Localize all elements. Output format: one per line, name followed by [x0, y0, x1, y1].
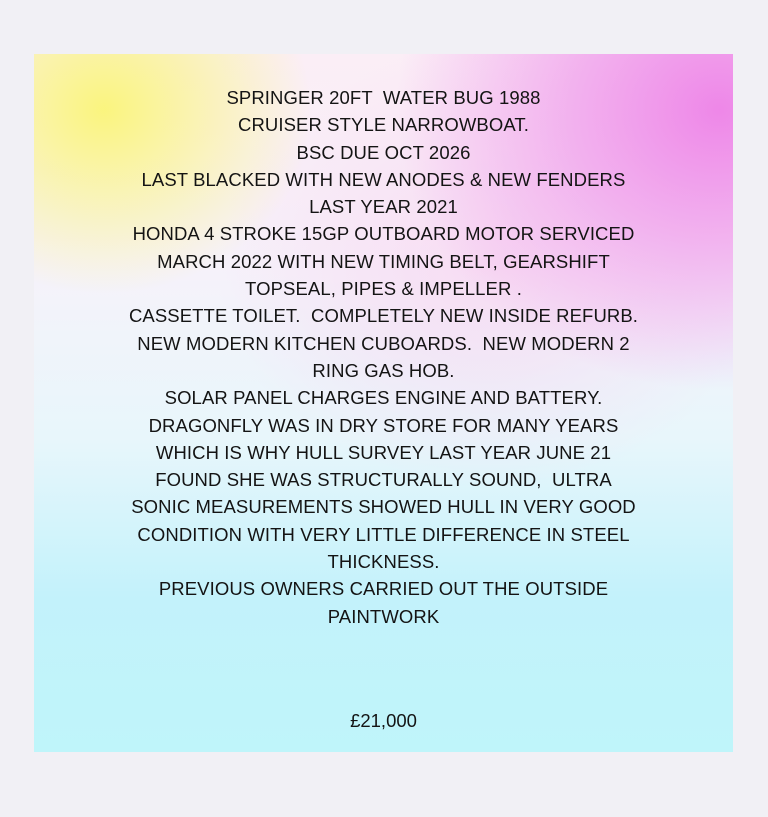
listing-card	[34, 54, 733, 752]
description-line: SONIC MEASUREMENTS SHOWED HULL IN VERY GOOD	[131, 496, 636, 518]
description-line: DRAGONFLY WAS IN DRY STORE FOR MANY YEARS	[148, 414, 619, 436]
price-label: £21,000	[350, 710, 417, 731]
description-line: PAINTWORK	[327, 605, 440, 627]
description-line: THICKNESS.	[327, 551, 440, 573]
description-line: HONDA 4 STROKE 15GP OUTBOARD MOTOR SERVICED	[132, 223, 635, 245]
description-line: CONDITION WITH VERY LITTLE DIFFERENCE IN STEEL	[137, 523, 630, 545]
description-line: PREVIOUS OWNERS CARRIED OUT THE OUTSIDE	[158, 578, 609, 600]
description-line: BSC DUE OCT 2026	[296, 141, 471, 163]
description-line: MARCH 2022 WITH NEW TIMING BELT, GEARSHIFT	[157, 250, 610, 272]
description-line: CASSETTE TOILET. COMPLETELY NEW INSIDE REFURB.	[128, 305, 639, 327]
description-line: SPRINGER 20FT WATER BUG 1988	[226, 87, 541, 108]
description-line: NEW MODERN KITCHEN CUBOARDS. NEW MODERN 2	[137, 332, 630, 354]
description-line: RING GAS HOB.	[312, 359, 455, 381]
description-line: WHICH IS WHY HULL SURVEY LAST YEAR JUNE 21	[155, 441, 612, 463]
description-line: TOPSEAL, PIPES & IMPELLER .	[245, 278, 522, 300]
description-line: CRUISER STYLE NARROWBOAT.	[237, 114, 529, 136]
description-line: LAST BLACKED WITH NEW ANODES & NEW FENDERS	[141, 168, 626, 190]
description-line: SOLAR PANEL CHARGES ENGINE AND BATTERY.	[164, 387, 603, 409]
listing-description	[34, 84, 733, 630]
description-line: LAST YEAR 2021	[309, 196, 458, 218]
description-line: FOUND SHE WAS STRUCTURALLY SOUND, ULTRA	[155, 469, 612, 491]
